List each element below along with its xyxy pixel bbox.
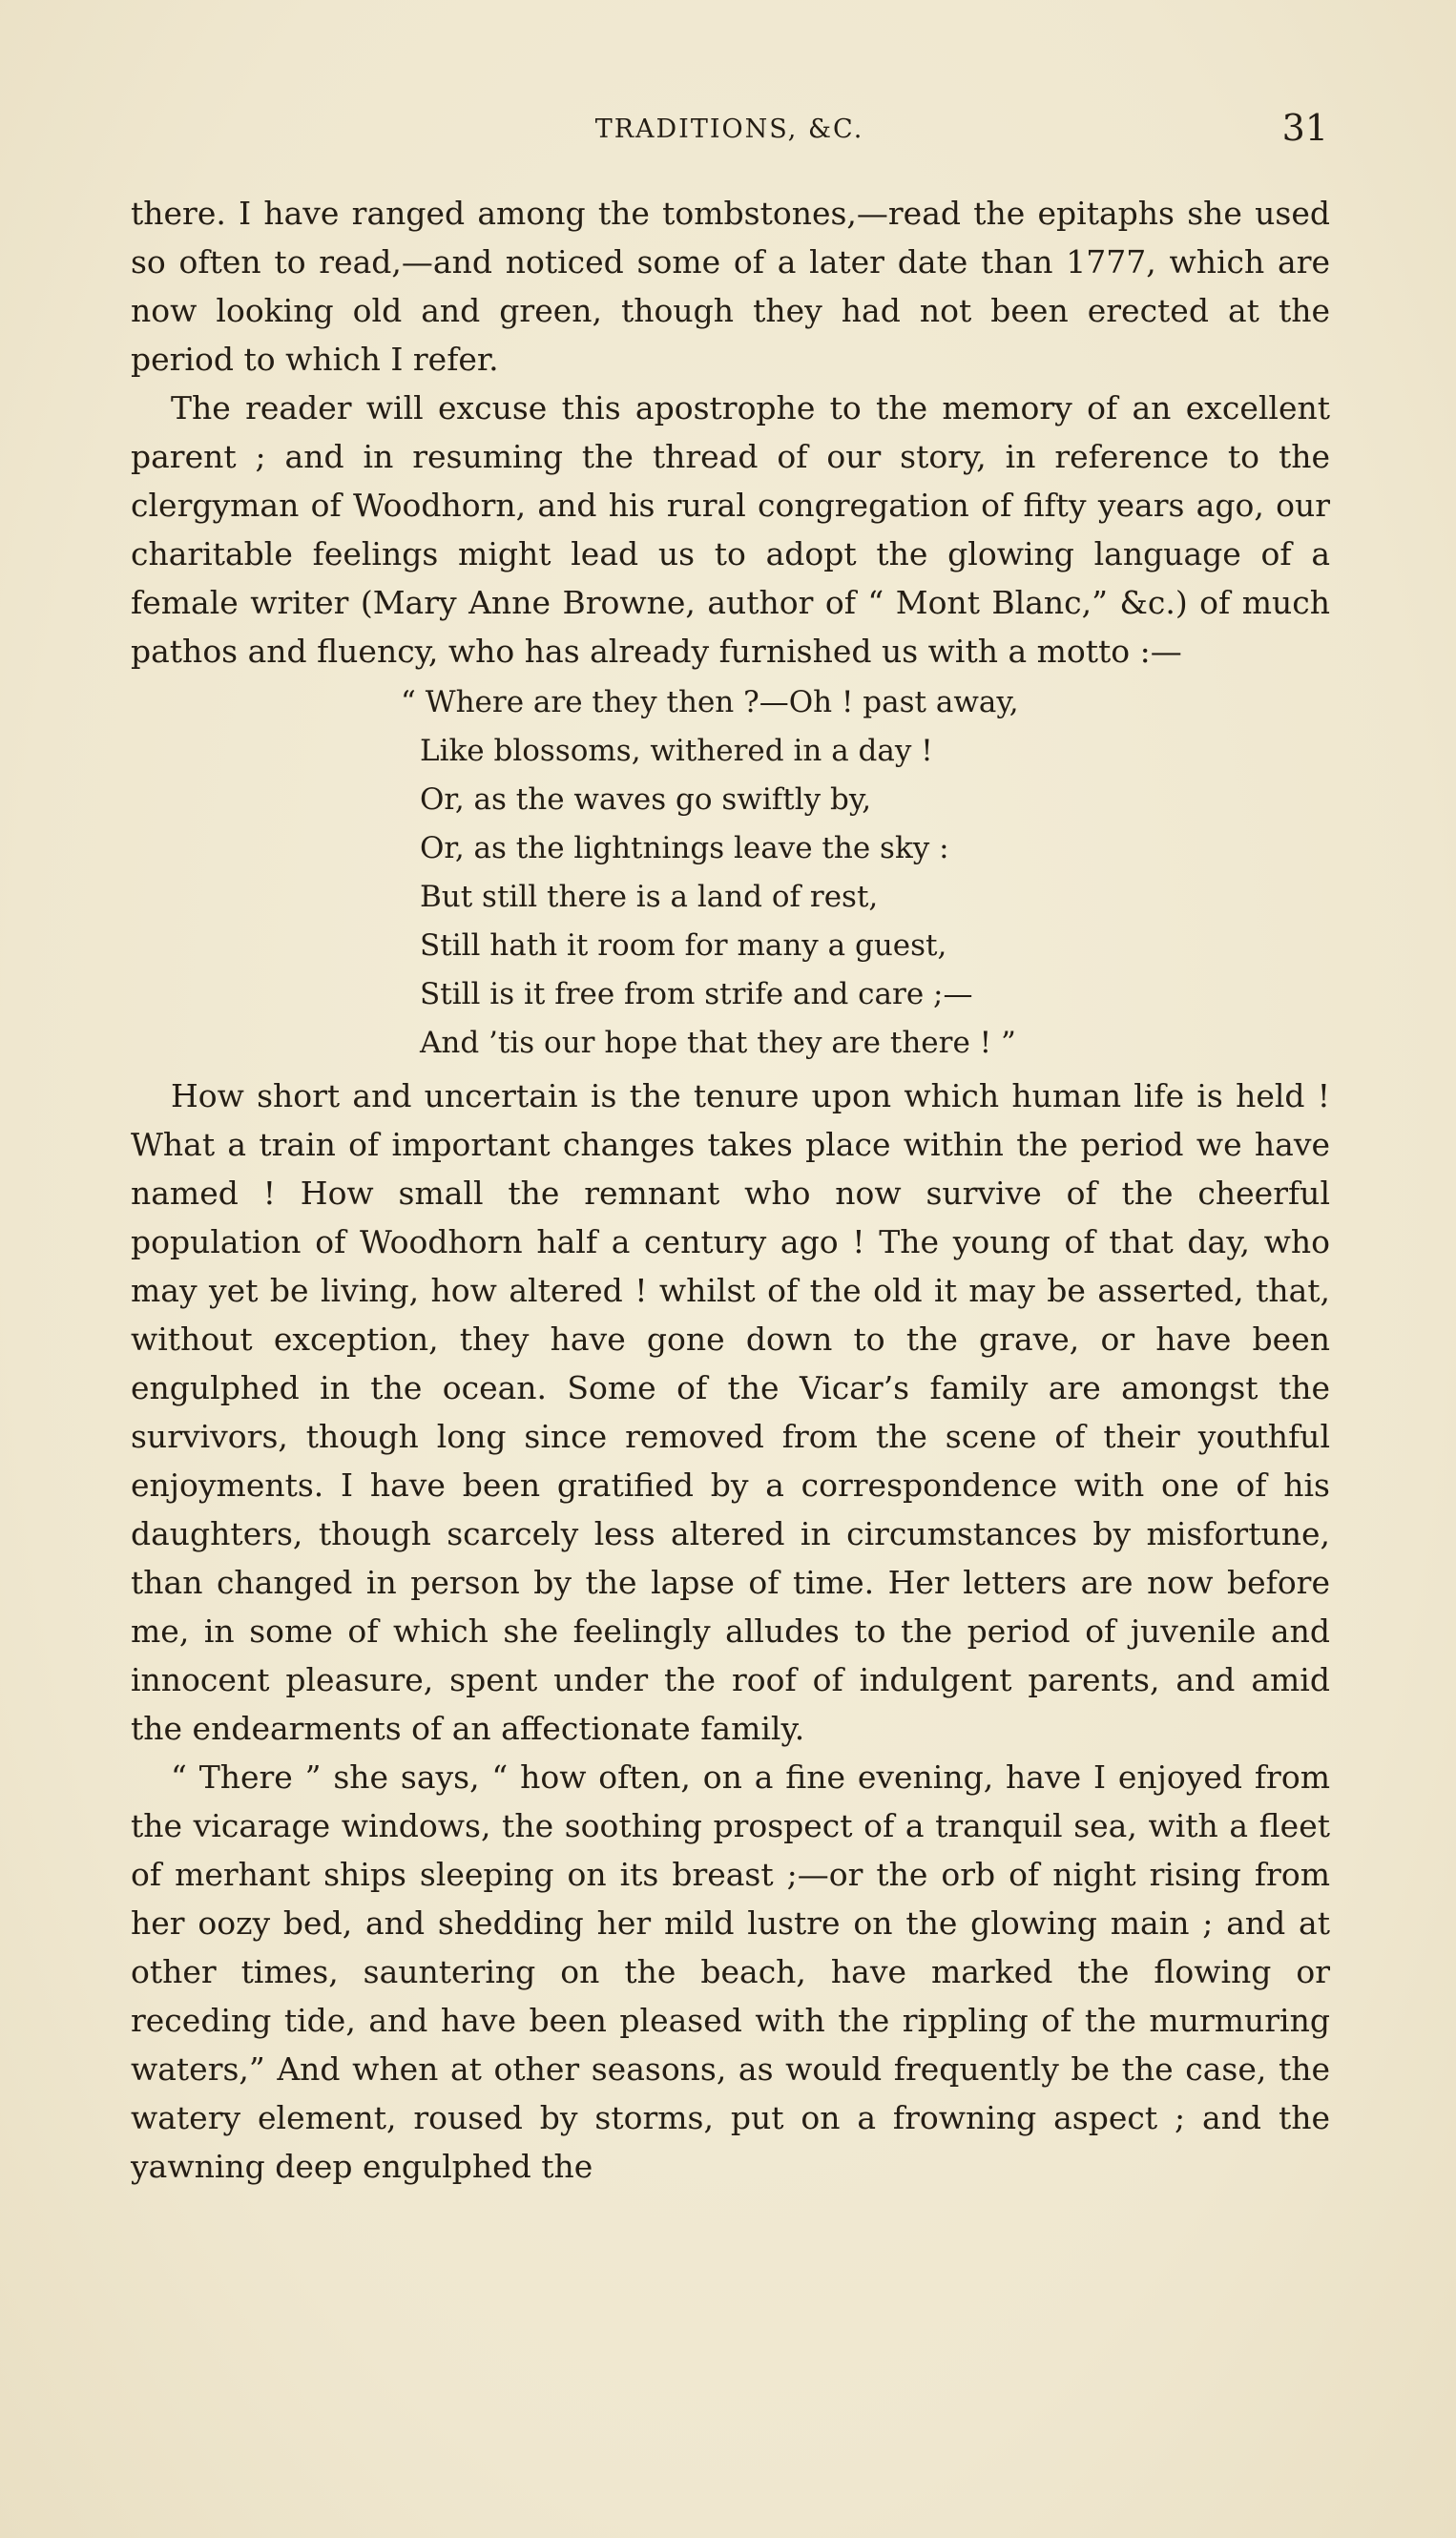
poem-line: Like blossoms, withered in a day ! xyxy=(420,734,933,768)
page-number: 31 xyxy=(1281,107,1328,149)
poem-quotation xyxy=(131,678,1330,1068)
poem-line: Still is it free from strife and care ;— xyxy=(420,977,973,1011)
text-block xyxy=(131,189,1330,2191)
poem-line: Or, as the waves go swiftly by, xyxy=(420,782,872,817)
poem-line: “ Where are they then ?—Oh ! past away, xyxy=(401,685,1019,719)
poem-line: Or, as the lightnings leave the sky : xyxy=(420,831,949,865)
paragraph-3: How short and uncertain is the tenure upon which human life is held ! What a train of important changes takes place within the period we have named ! How small the remnant who now survive of the cheerful population of Woodhorn half a century ago ! The young of that day, who may yet be living, how altered ! whilst of the old it may be asserted, that, without exception, they have gone down to the grave, or have been engulphed in the ocean. Some of the Vicar’s family are amongst the survivors, though long since removed from the scene of their youthful enjoyments. I have been gratified by a correspondence with one of his daughters, though scarcely less altered in circumstances by misfortune, than changed in person by the lapse of time. Her letters are now before me, in some of which she feelingly alludes to the period of juvenile and innocent pleasure, spent under the roof of indulgent parents, and amid the endearments of an affectionate family. xyxy=(131,1077,1330,1747)
poem-line: And ’tis our hope that they are there ! ” xyxy=(420,1026,1016,1060)
paragraph-1: there. I have ranged among the tombstones,—read the epitaphs she used so often to read,—and noticed some of a later date than 1777, which are now looking old and green, though they had not been erected at the period to which I refer. xyxy=(131,195,1330,378)
running-head xyxy=(131,107,1328,155)
paragraph-4: “ There ” she says, “ how often, on a fine evening, have I enjoyed from the vicarage windows, the soothing prospect of a tranquil sea, with a fleet of merhant ships sleeping on its breast ;—or the orb of night rising from her oozy bed, and shedding her mild lustre on the glowing main ; and at other times, sauntering on the beach, have marked the flowing or receding tide, and have been pleased with the rippling of the murmuring waters,” And when at other seasons, as would frequently be the case, the watery element, roused by storms, put on a frowning aspect ; and the yawning deep engulphed the xyxy=(131,1758,1330,2185)
running-title: TRADITIONS, &C. xyxy=(594,114,864,144)
paragraph-2: The reader will excuse this apostrophe to the memory of an excellent parent ; and in resuming the thread of our story, in reference to the clergyman of Woodhorn, and his rural congregation of fifty years ago, our charitable feelings might lead us to adopt the glowing language of a female writer (Mary Anne Browne, author of “ Mont Blanc,” &c.) of much pathos and fluency, who has already furnished us with a motto :— xyxy=(131,389,1330,670)
poem-line: Still hath it room for many a guest, xyxy=(420,928,947,963)
poem-line: But still there is a land of rest, xyxy=(420,880,879,914)
